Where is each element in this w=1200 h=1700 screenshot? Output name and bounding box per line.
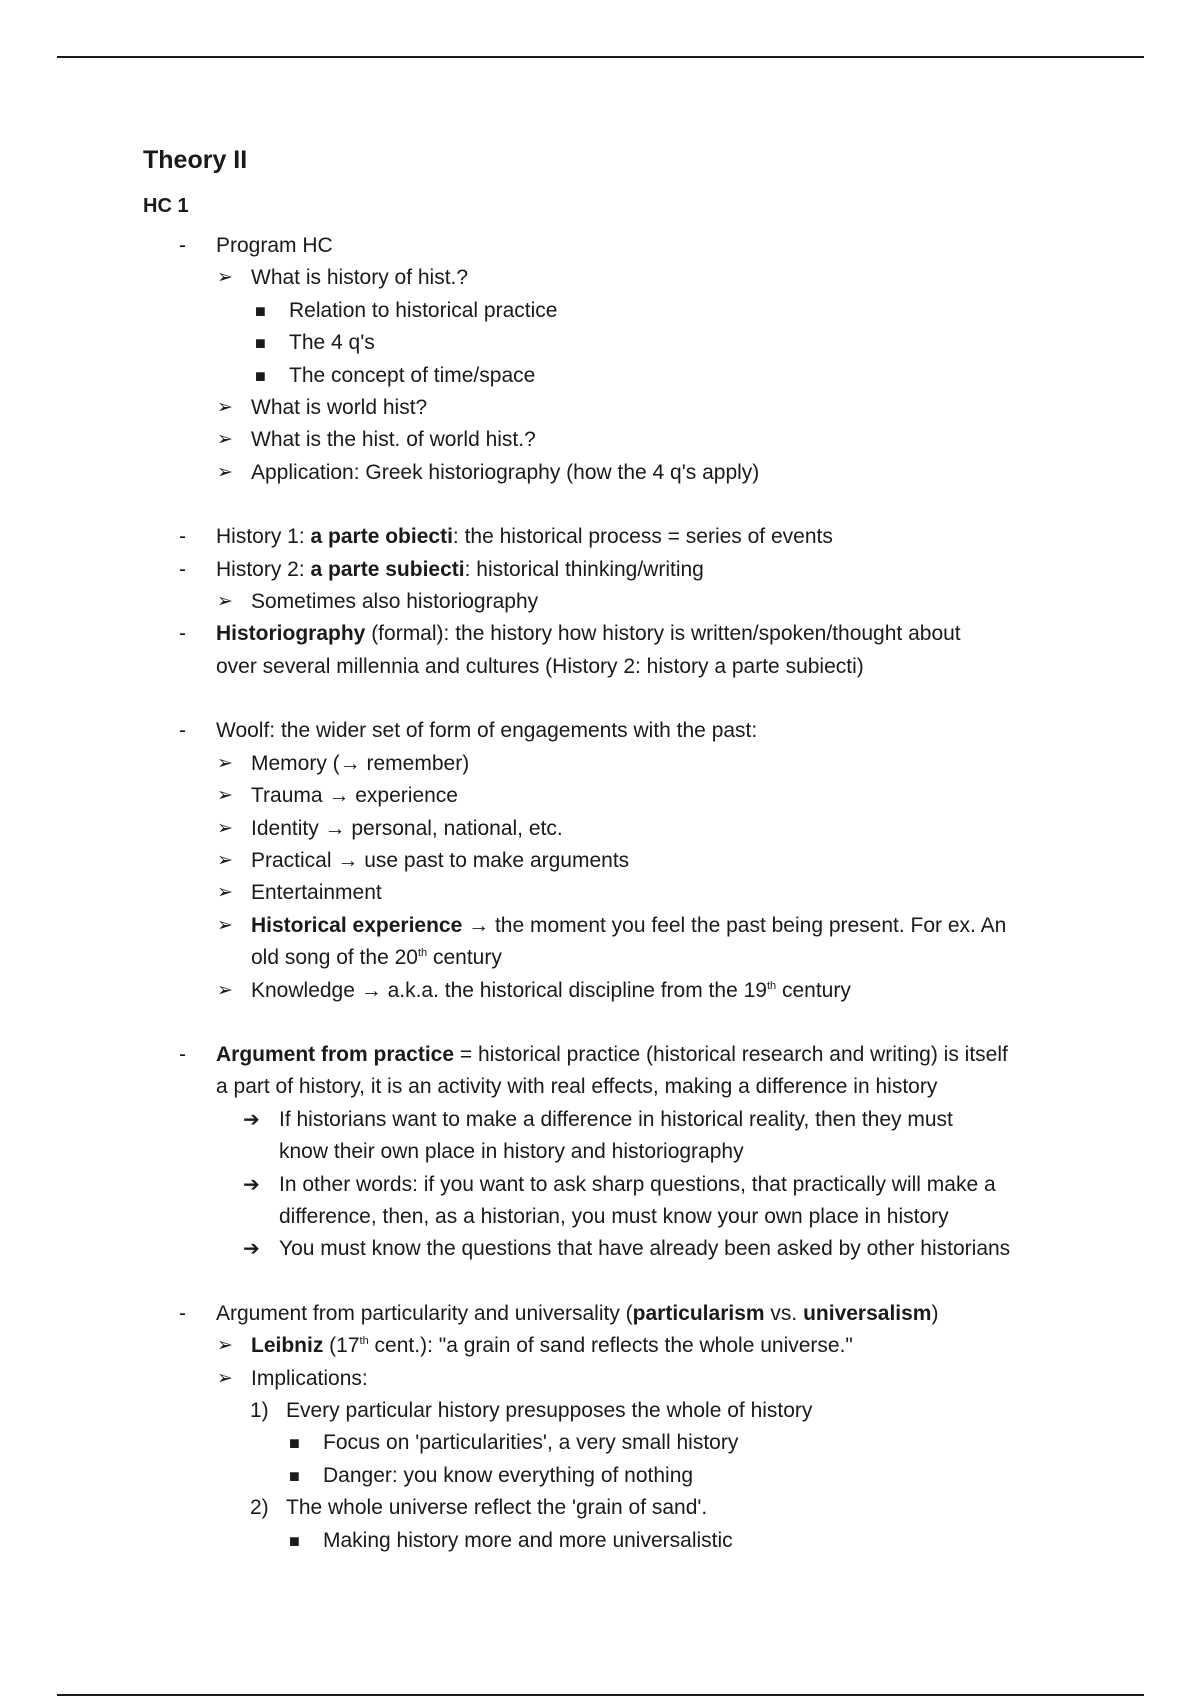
top-rule <box>57 56 1144 58</box>
numbered-item-1: 1) Every particular history presupposes the whole of history <box>143 1395 1063 1427</box>
bottom-rule <box>57 1694 1144 1696</box>
arrow-bullet-icon: ➔ <box>243 1108 260 1131</box>
list-item-q1: ➢ What is history of hist.? <box>143 262 1063 294</box>
list-item-history1: - History 1: a parte obiecti: the historical process = series of events <box>143 521 1063 553</box>
list-item-q1-sub: ■ The concept of time/space <box>143 360 1063 392</box>
list-item-q1-sub: ■ Relation to historical practice <box>143 295 1063 327</box>
number-marker: 2) <box>250 1496 269 1520</box>
arrowhead-bullet-icon: ➢ <box>217 914 233 936</box>
list-item-practice-arrow: ➔ In other words: if you want to ask sharp questions, that practically will make a difference, then, as a historian, you must know your own place in history <box>143 1169 1063 1234</box>
dash-marker: - <box>179 622 186 646</box>
list-item-q4: ➢ Application: Greek historiography (how the 4 q's apply) <box>143 457 1063 489</box>
dash-marker: - <box>179 557 186 581</box>
arrowhead-bullet-icon: ➢ <box>217 397 233 419</box>
dash-marker: - <box>179 1042 186 1066</box>
dash-marker: - <box>179 1301 186 1325</box>
list-item-q3: ➢ What is the hist. of world hist.? <box>143 424 1063 456</box>
arrowhead-bullet-icon: ➢ <box>217 785 233 807</box>
arrow-bullet-icon: ➔ <box>243 1173 260 1196</box>
list-item-history2-sub: ➢ Sometimes also historiography <box>143 586 1063 618</box>
list-item-implications: ➢ Implications: <box>143 1363 1063 1395</box>
list-item-history2: - History 2: a parte subiecti: historical thinking/writing <box>143 554 1063 586</box>
arrowhead-bullet-icon: ➢ <box>217 849 233 871</box>
dash-marker: - <box>179 525 186 549</box>
list-item-q1-sub: ■ The 4 q's <box>143 327 1063 359</box>
square-bullet-icon: ■ <box>255 333 266 354</box>
list-item-n2-sub: ■ Making history more and more universalistic <box>143 1525 1063 1557</box>
list-item-knowledge: ➢ Knowledge → a.k.a. the historical discipline from the 19th century <box>143 975 1063 1007</box>
square-bullet-icon: ■ <box>289 1530 300 1551</box>
list-item-practice-arrow: ➔ If historians want to make a difference in historical reality, then they must know their own place in history and historiography <box>143 1104 1063 1169</box>
square-bullet-icon: ■ <box>289 1465 300 1486</box>
arrowhead-bullet-icon: ➢ <box>217 1367 233 1389</box>
arrowhead-bullet-icon: ➢ <box>217 429 233 451</box>
arrowhead-bullet-icon: ➢ <box>217 591 233 613</box>
list-item-practical: ➢ Practical → use past to make arguments <box>143 845 1063 877</box>
document-page <box>143 140 1063 1557</box>
arrowhead-bullet-icon: ➢ <box>217 1335 233 1357</box>
dash-marker: - <box>179 234 186 257</box>
square-bullet-icon: ■ <box>255 365 266 386</box>
arrowhead-bullet-icon: ➢ <box>217 461 233 483</box>
list-item-trauma: ➢ Trauma → experience <box>143 780 1063 812</box>
list-item-particularity: - Argument from particularity and universality (particularism vs. universalism) <box>143 1298 1063 1330</box>
arrow-bullet-icon: ➔ <box>243 1238 260 1261</box>
square-bullet-icon: ■ <box>255 300 266 321</box>
list-item-n1-sub: ■ Focus on 'particularities', a very small history <box>143 1427 1063 1459</box>
section-heading: HC 1 <box>143 195 189 217</box>
arrowhead-bullet-icon: ➢ <box>217 979 233 1001</box>
list-item-entertainment: ➢ Entertainment <box>143 877 1063 909</box>
list-item-historiography: - Historiography (formal): the history how history is written/spoken/thought about over several millennia and cultures (History 2: history a parte subiecti) <box>143 618 1063 683</box>
list-item-historical-experience: ➢ Historical experience → the moment you feel the past being present. For ex. An old song of the 20th century <box>143 910 1063 975</box>
arrowhead-bullet-icon: ➢ <box>217 817 233 839</box>
list-item-identity: ➢ Identity → personal, national, etc. <box>143 813 1063 845</box>
list-item-memory: ➢ Memory (→ remember) <box>143 748 1063 780</box>
arrowhead-bullet-icon: ➢ <box>217 267 233 289</box>
list-item-leibniz: ➢ Leibniz (17th cent.): "a grain of sand reflects the whole universe." <box>143 1330 1063 1362</box>
numbered-item-2: 2) The whole universe reflect the 'grain of sand'. <box>143 1492 1063 1524</box>
list-item-q2: ➢ What is world hist? <box>143 392 1063 424</box>
list-item-argument-practice: - Argument from practice = historical practice (historical research and writing) is itself a part of history, it is an activity with real effects, making a difference in history <box>143 1039 1063 1104</box>
square-bullet-icon: ■ <box>289 1433 300 1454</box>
page-title: Theory II <box>143 146 248 174</box>
list-item-n1-sub: ■ Danger: you know everything of nothing <box>143 1460 1063 1492</box>
list-item-practice-arrow: ➔ You must know the questions that have already been asked by other historians <box>143 1233 1063 1265</box>
arrowhead-bullet-icon: ➢ <box>217 882 233 904</box>
number-marker: 1) <box>250 1399 269 1422</box>
list-item-program: - Program HC <box>143 230 1063 262</box>
arrowhead-bullet-icon: ➢ <box>217 752 233 774</box>
list-item-woolf: - Woolf: the wider set of form of engagements with the past: <box>143 715 1063 747</box>
dash-marker: - <box>179 719 186 743</box>
